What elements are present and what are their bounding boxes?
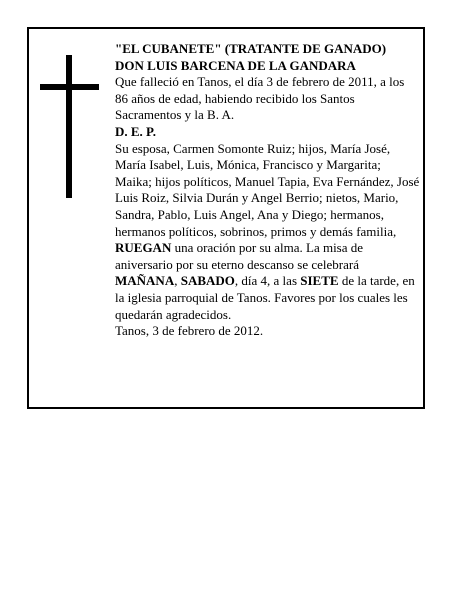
notice-text bbox=[115, 41, 420, 340]
deceased-name: DON LUIS BARCENA DE LA GANDARA bbox=[115, 57, 356, 73]
request-text-3: de la tarde, en la iglesia parroquial de Tanos. Favores por los cuales les quedarán agradecidos. bbox=[115, 273, 415, 322]
cross-icon bbox=[40, 55, 102, 198]
sabado-word: SABADO bbox=[180, 273, 235, 289]
dep-line: D. E. P. bbox=[115, 123, 157, 139]
death-paragraph: Que falleció en Tanos, el día 3 de febrero de 2011, a los 86 años de edad, habiendo recibido los Santos Sacramentos y la B. A. bbox=[115, 74, 405, 123]
ruegan-word: RUEGAN bbox=[115, 240, 172, 256]
cross-vertical-bar bbox=[66, 55, 72, 198]
manana-word: MAÑANA bbox=[115, 273, 175, 289]
cross-horizontal-bar bbox=[40, 84, 99, 90]
request-text-1: una oración por su alma. La misa de aniversario por su eterno descanso se celebrará bbox=[115, 240, 364, 272]
obituary-notice bbox=[27, 27, 425, 409]
request-paragraph bbox=[115, 240, 420, 323]
request-text-2: , día 4, a las bbox=[234, 273, 301, 289]
family-paragraph: Su esposa, Carmen Somonte Ruiz; hijos, María José, María Isabel, Luis, Mónica, Francisco y Margarita; Maika; hijos políticos, Manuel Tapia, Eva Fernández, José Luis Roiz, Silvia Durán y Angel Berrio; nietos, Mario, Sandra, Pablo, Luis Angel, Ana y Diego; hermanos, hermanos políticos, sobrinos, primos y demás familia, bbox=[115, 140, 420, 239]
siete-word: SIETE bbox=[300, 273, 339, 289]
request-comma: , bbox=[174, 273, 181, 289]
place-date-line: Tanos, 3 de febrero de 2012. bbox=[115, 323, 264, 339]
notice-title-line: "EL CUBANETE" (TRATANTE DE GANADO) bbox=[115, 41, 387, 56]
